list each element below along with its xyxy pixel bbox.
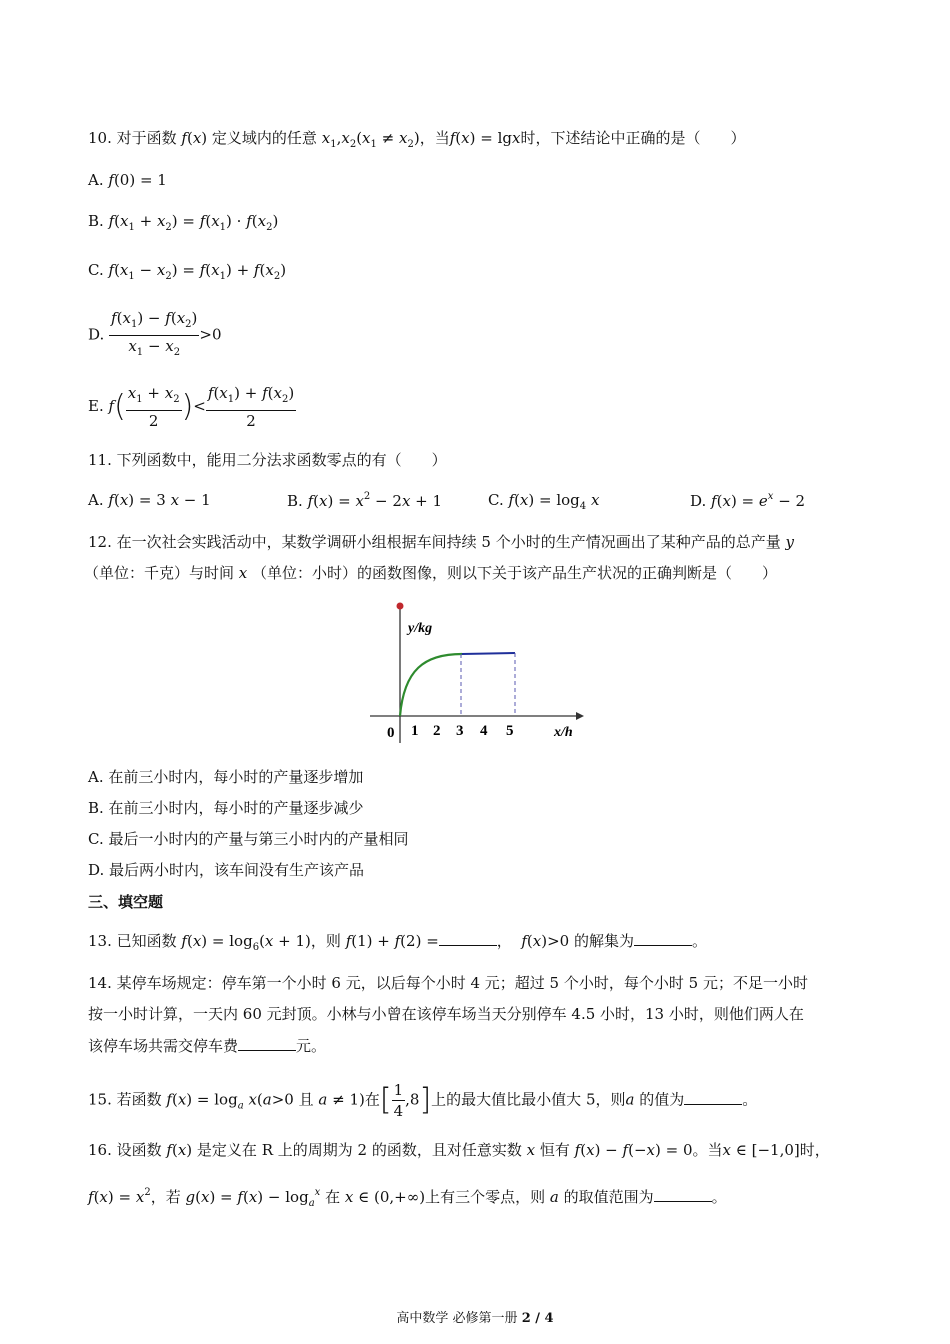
q12-option-b: B. 在前三小时内，每小时的产量逐步减少	[88, 799, 364, 817]
tick-5: 5	[506, 723, 514, 739]
q12-option-a: A. 在前三小时内，每小时的产量逐步增加	[88, 768, 364, 786]
section-title: 三、填空题	[88, 893, 164, 911]
q10-option-a: A. f(0) = 1	[88, 171, 167, 189]
tick-0: 0	[387, 725, 395, 741]
q10-option-e: E. f( $\frac{x_1 + x_2}{2}$ )< $\frac{f(x_1) + f(x_2)}{2}$	[88, 384, 295, 430]
tick-4: 4	[480, 723, 488, 739]
q16-line1: 16. 设函数 f(x) 是定义在 R 上的周期为 2 的函数，且对任意实数 x 恒有 f(x) − f(−x) = 0。当x ∈ [−1,0]时，	[88, 1141, 830, 1159]
page-footer: 高中数学 必修第一册 2 / 4	[396, 1311, 554, 1326]
q11-option-a: A. f(x) = 3 x − 1	[88, 491, 211, 509]
blank[interactable]	[439, 931, 497, 946]
q10-option-b: B. $f(x_1 + x_2) = f(x_1) \cdot f(x_2)$	[88, 212, 279, 233]
q16-line2: $f(x) = x^2$，若 $g(x) = f(x) - \log_a^x$ 在 x ∈ (0,+∞)上有三个零点，则 a 的取值范围为 。	[88, 1187, 727, 1209]
blank[interactable]	[654, 1187, 712, 1202]
q15: 15. 若函数 $f(x) = \log_a x(a>0$ 且 a ≠ 1)在[ $\frac{1}{4}$ ,8]上的最大值比最小值大 5，则a 的值为 。	[88, 1081, 758, 1120]
q11-option-c: C. $f(x) = \log_4 x$	[488, 491, 600, 512]
x-axis-label: x/h	[554, 725, 573, 740]
production-graph	[368, 598, 588, 746]
q14-line2: 按一小时计算，一天内 60 元封顶。小林与小曾在该停车场当天分别停车 4.5 小时，13 小时，则他们两人在	[88, 1005, 804, 1023]
blank[interactable]	[238, 1036, 296, 1051]
blank[interactable]	[634, 931, 692, 946]
q14-line3: 该停车场共需交停车费 元。	[88, 1037, 327, 1055]
blank[interactable]	[684, 1090, 742, 1105]
q13: 13. 已知函数 $f(x) = \log_6(x + 1)$，则 f(1) + f(2) = ， f(x)>0 的解集为 。	[88, 932, 707, 953]
series-flat	[462, 653, 515, 654]
y-axis-marker	[397, 603, 404, 610]
page-number: 2 / 4	[521, 1311, 554, 1326]
q12-option-c: C. 最后一小时内的产量与第三小时内的产量相同	[88, 830, 409, 848]
q12-option-d: D. 最后两小时内，该车间没有生产该产品	[88, 861, 365, 879]
q10-stem: 10. 对于函数 f(x) 定义域内的任意 $x_1,x_2(x_1 \ne x_2)$，当f(x) = lgx时，下述结论中正确的是（ ）	[88, 129, 746, 150]
q10-option-c: C. $f(x_1 - x_2) = f(x_1) + f(x_2)$	[88, 261, 287, 282]
y-axis-label: y/kg	[408, 621, 433, 636]
q10-option-d: D. $\frac{f(x_1) - f(x_2)}{x_1 - x_2}$ >0	[88, 309, 222, 358]
tick-2: 2	[433, 723, 441, 739]
tick-1: 1	[411, 723, 419, 739]
q12-line1: 12. 在一次社会实践活动中，某数学调研小组根据车间持续 5 个小时的生产情况画出了某种产品的总产量 y	[88, 533, 794, 551]
q11-option-b: B. $f(x) = x^2 - 2x + 1$	[287, 491, 443, 510]
series-curve	[400, 654, 462, 716]
tick-3: 3	[456, 723, 464, 739]
q11-option-d: D. $f(x) = e^x - 2$	[690, 491, 806, 510]
q11-stem: 11. 下列函数中，能用二分法求函数零点的有（ ）	[88, 451, 447, 469]
q12-line2: （单位：千克）与时间 x （单位：小时）的函数图像，则以下关于该产品生产状况的正确判断是（ ）	[84, 564, 778, 582]
x-axis-arrow	[576, 712, 584, 720]
q14-line1: 14. 某停车场规定：停车第一个小时 6 元，以后每个小时 4 元；超过 5 个小时，每个小时 5 元；不足一小时	[88, 974, 808, 992]
